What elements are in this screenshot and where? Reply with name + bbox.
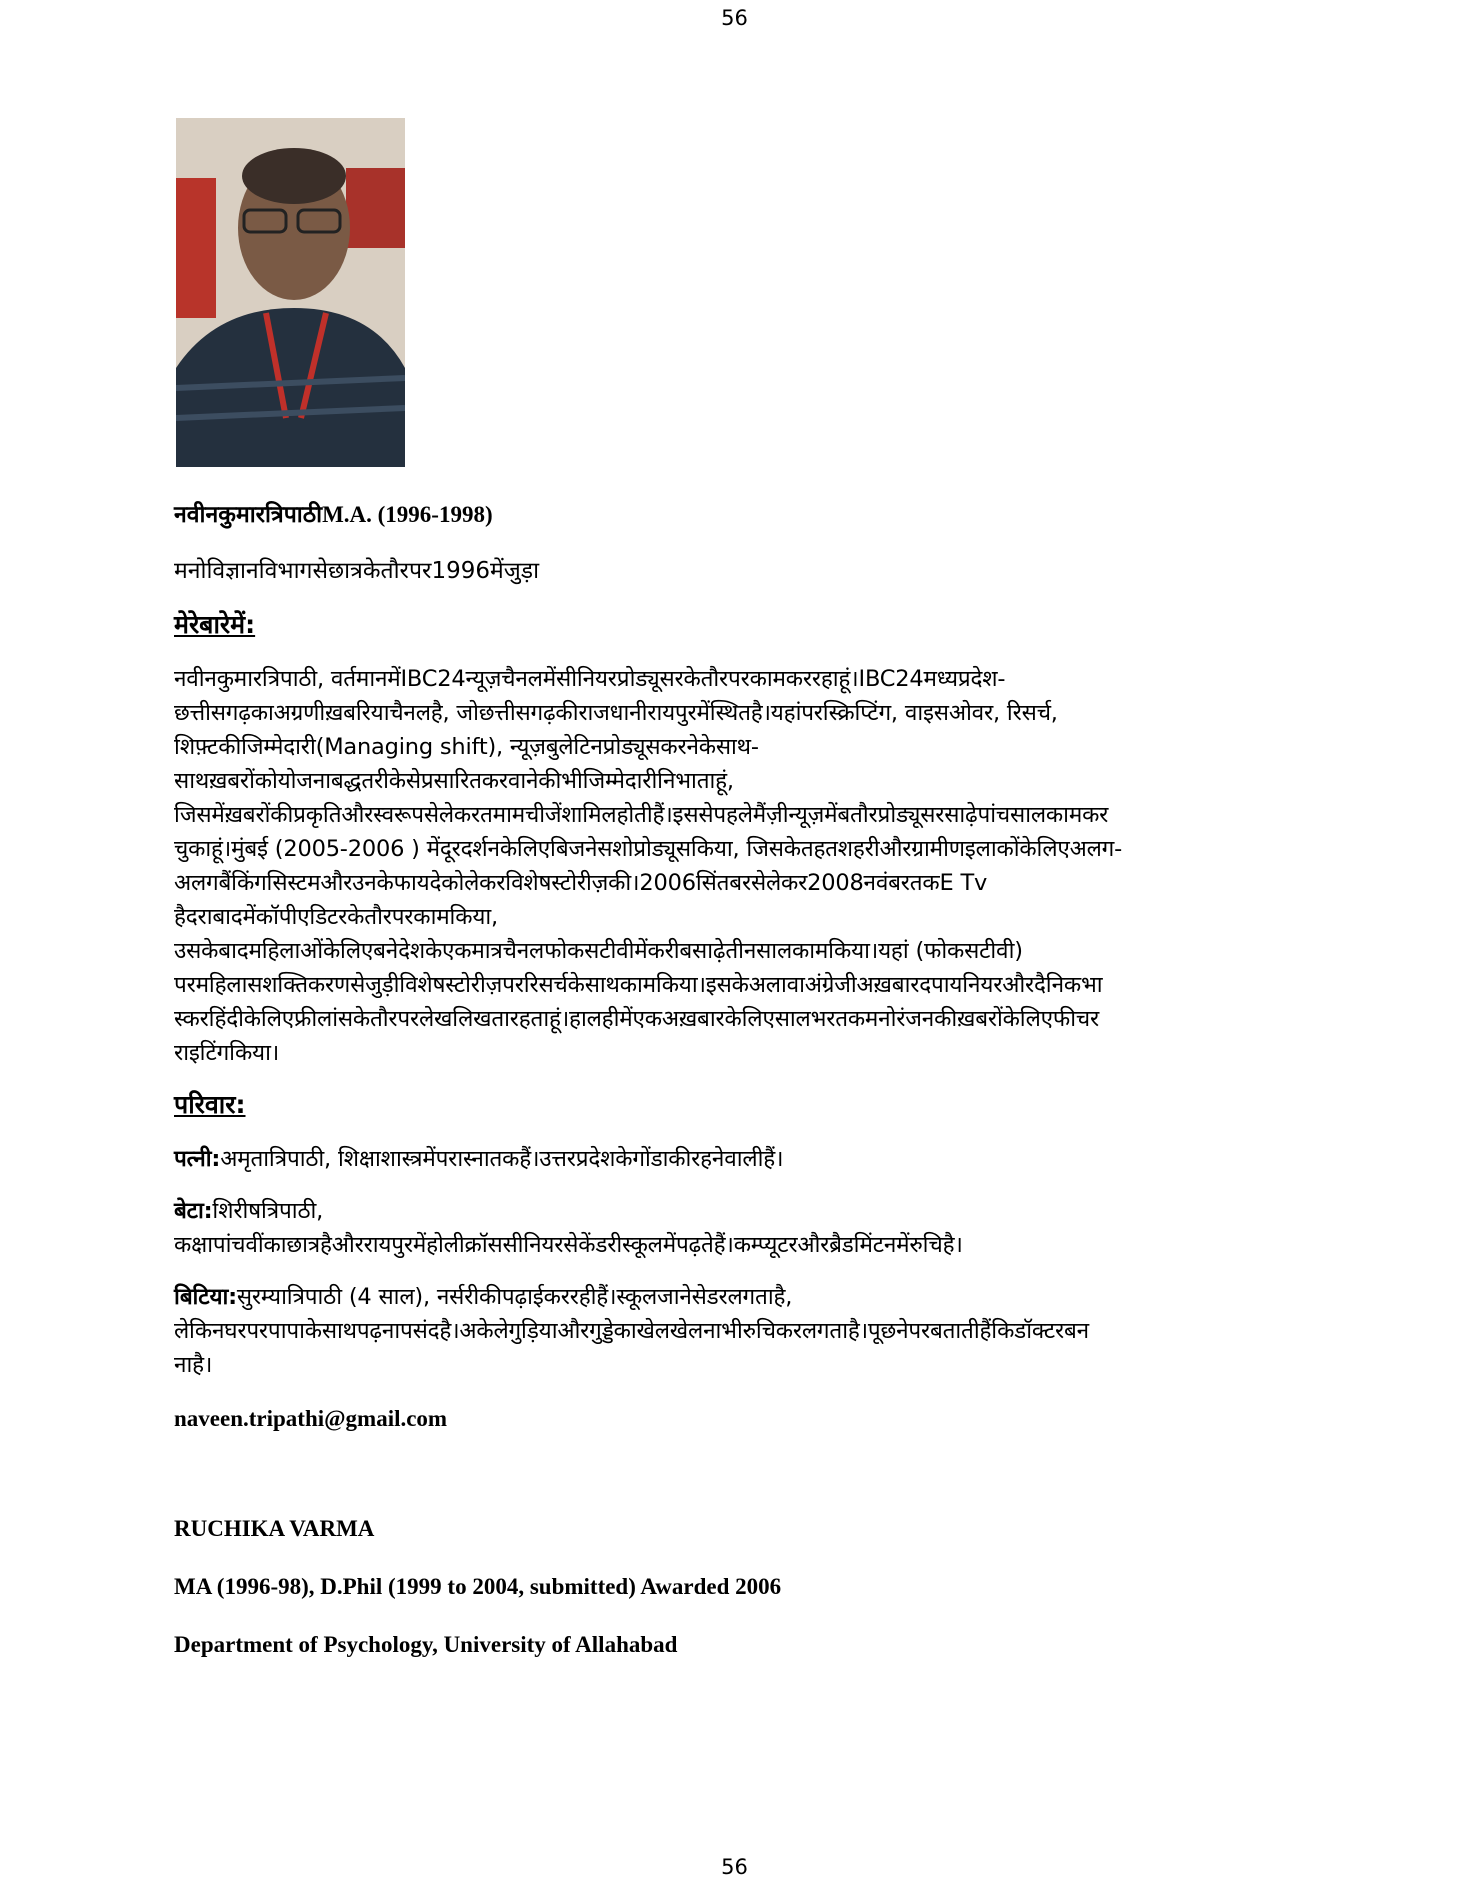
daughter-line: नाहै। [174, 1352, 213, 1378]
profile2-degrees: MA (1996-98), D.Phil (1999 to 2004, submitted) Awarded 2006 [174, 1574, 782, 1599]
about-line: स्करहिंदीकेलिएफ्रीलांसकेतौरपरलेखलिखतारहताहूं।हालहीमेंएकअख़बारकेलिएसालभरतकमनोरंजनकीख़बरोंकेलिएफीचर [174, 1006, 1099, 1032]
about-line: जिसमेंख़बरोंकीप्रकृतिऔरस्वरूपसेलेकरतमामचीजेंशामिलहोतीहैं।इससेपहलेमैंज़ीन्यूज़मेंबतौरप्रोड्यूसरसाढ़ेपांचसालकामकर [174, 802, 1109, 828]
about-line: उसकेबादमहिलाओंकेलिएबनेदेशकेएकमात्रचैनलफोकसटीवीमेंकरीबसाढ़ेतीनसालकामकिया।यहां (फोकसटीवी) [174, 938, 1023, 964]
daughter-line: सुरम्यात्रिपाठी (4 साल), नर्सरीकीपढ़ाईकररहीहैं।स्कूलजानेसेडरलगताहै, [236, 1284, 793, 1310]
about-line: नवीनकुमारत्रिपाठी, वर्तमानमेंIBC24न्यूज़चैनलमेंसीनियरप्रोड्यूसरकेतौरपरकामकररहाहूं।IBC24मध्यप्रदेश- [174, 666, 1006, 692]
about-line: हैदराबादमेंकॉपीएडिटरकेतौरपरकामकिया, [174, 904, 498, 930]
profile2-name: RUCHIKA VARMA [174, 1516, 375, 1541]
about-line: अलगबैंकिंगसिस्टमऔरउनकेफायदेकोलेकरविशेषस्टोरीज़की।2006सिंतबरसेलेकर2008नवंबरतकE Tv [174, 870, 988, 896]
profile1-name: नवीनकुमारत्रिपाठी [174, 502, 323, 528]
profile-photo [176, 118, 405, 467]
about-line: छत्तीसगढ़काअग्रणीख़बरियाचैनलहै, जोछत्तीसगढ़कीराजधानीरायपुरमेंस्थितहै।यहांपरस्क्रिप्टिंग, वाइसओवर, रिसर्च, [174, 700, 1058, 726]
profile1-email: naveen.tripathi@gmail.com [174, 1406, 448, 1431]
son-paragraph [174, 1194, 1374, 1262]
wife-label: पत्नी: [174, 1146, 221, 1172]
about-line: परमहिलासशक्तिकरणसेजुड़ीविशेषस्टोरीज़पररिसर्चकेसाथकामकिया।इसकेअलावाअंग्रेजीअख़बारदपायनियरऔरदैनिकभा [174, 972, 1103, 998]
about-heading: मेरेबारेमें: [174, 610, 256, 639]
about-paragraph [174, 662, 1374, 1070]
about-line: राइटिंगकिया। [174, 1040, 280, 1066]
son-line: शिरीषत्रिपाठी, [212, 1198, 324, 1224]
about-line: साथख़बरोंकोयोजनाबद्धतरीकेसेप्रसारितकरवानेकीभीजिम्मेदारीनिभाताहूं, [174, 768, 734, 794]
daughter-label: बिटिया: [174, 1284, 237, 1310]
page-number-top: 56 [721, 6, 748, 30]
family-heading: परिवार: [174, 1090, 246, 1119]
wife-paragraph [174, 1142, 1374, 1176]
profile1-joined: मनोविज्ञानविभागसेछात्रकेतौरपर1996मेंजुड़ा [174, 558, 540, 584]
profile1-name-line [174, 498, 1374, 532]
son-label: बेटा: [174, 1198, 213, 1224]
daughter-line: लेकिनघरपरपापाकेसाथपढ़नापसंदहै।अकेलेगुड़ियाऔरगुड्डेकाखेलखेलनाभीरुचिकरलगताहै।पूछनेपरबतातीहैंकिडॉक्टरबन [174, 1318, 1089, 1344]
about-line: शिफ़्टकीजिम्मेदारी(Managing shift), न्यूज़बुलेटिनप्रोड्यूसकरनेकेसाथ- [174, 734, 759, 760]
about-line: चुकाहूं।मुंबई (2005-2006 ) मेंदूरदर्शनकेलिएबिजनेसशोप्रोड्यूसकिया, जिसकेतहतशहरीऔरग्रामीणइलाकोंकेलिएअलग- [174, 836, 1123, 862]
profile1-degree: M.A. (1996-1998) [322, 502, 493, 527]
daughter-paragraph [174, 1280, 1374, 1382]
profile2-department: Department of Psychology, University of Allahabad [174, 1632, 678, 1657]
page-number-bottom: 56 [721, 1855, 748, 1879]
wife-text: अमृतात्रिपाठी, शिक्षाशास्त्रमेंपरास्नातकहैं।उत्तरप्रदेशकेगोंडाकीरहनेवालीहैं। [220, 1146, 784, 1172]
son-line: कक्षापांचवींकाछात्रहैऔररायपुरमेंहोलीक्रॉससीनियरसेकेंडरीस्कूलमेंपढ़तेहैं।कम्प्यूटरऔरब्रैडमिंटनमेंरुचिहै। [174, 1232, 963, 1258]
